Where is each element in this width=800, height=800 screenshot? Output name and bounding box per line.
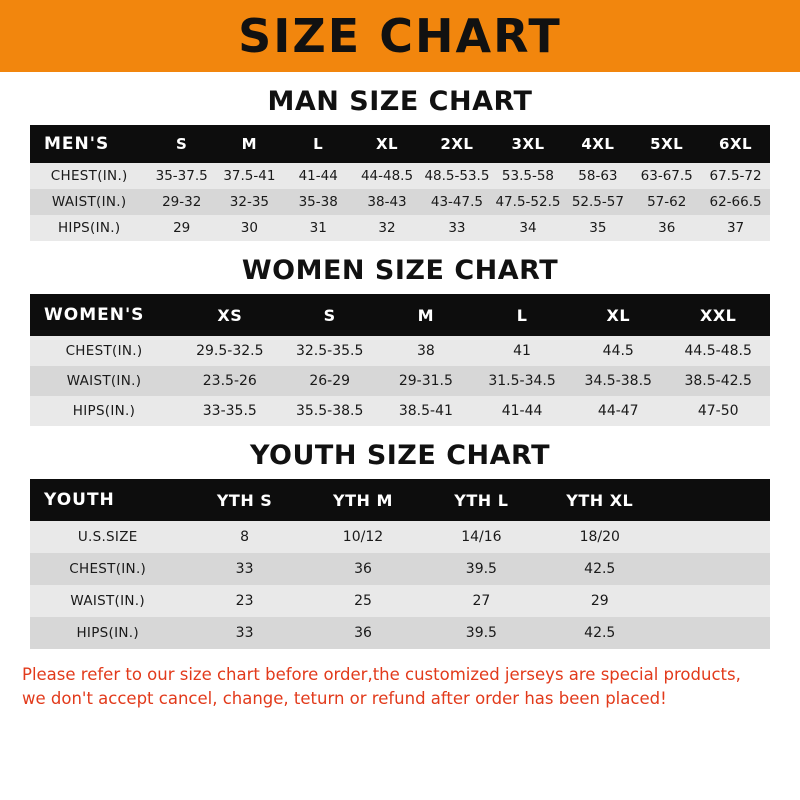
table-row [30,617,770,649]
women-hips-l: 41-44 [501,403,543,419]
men-hips-6xl: 37 [726,220,745,236]
youth-waist-s: 23 [235,593,254,609]
men-row-hips-label: HIPS(IN.) [57,220,121,236]
table-wrap-youth [30,479,770,649]
youth-ussize-m: 10/12 [342,529,384,545]
table-header-row [30,294,770,336]
youth-hips-xl: 42.5 [584,625,616,641]
women-hips-xxl: 47-50 [697,403,739,419]
women-chest-l: 41 [513,343,531,359]
men-hips-l: 31 [309,220,327,236]
women-waist-xxl: 38.5-42.5 [684,373,752,389]
men-chest-5xl: 63-67.5 [640,168,693,184]
table-wrap-women [30,294,770,426]
men-hips-4xl: 35 [589,220,607,236]
section-title-man: MAN SIZE CHART [267,86,533,117]
women-header-xxl: XXL [699,305,737,325]
men-header-5xl: 5XL [650,135,684,153]
youth-row-waist-label: WAIST(IN.) [70,593,145,609]
women-row-waist-label: WAIST(IN.) [66,373,142,389]
men-waist-2xl: 43-47.5 [430,194,483,210]
table-row [30,336,770,366]
youth-table-body [30,521,770,649]
women-header-label: WOMEN'S [44,305,145,325]
women-size-table [30,294,770,426]
youth-row-ussize-label: U.S.SIZE [77,529,138,545]
men-header-label: MEN'S [44,134,110,154]
youth-waist-blank [659,585,770,617]
women-waist-xs: 23.5-26 [202,373,257,389]
youth-header-l: YTH L [454,490,509,510]
youth-chest-blank [659,553,770,585]
men-hips-xl: 32 [378,220,396,236]
men-header-m: M [241,135,258,153]
women-waist-xl: 34.5-38.5 [584,373,652,389]
table-header-row [30,479,770,521]
header-banner [0,0,800,72]
section-title-youth: YOUTH SIZE CHART [249,440,551,471]
youth-size-table [30,479,770,649]
youth-chest-m: 36 [354,561,372,577]
youth-chest-s: 33 [235,561,254,577]
women-header-xs: XS [217,305,243,325]
men-chest-3xl: 53.5-58 [501,168,555,184]
women-header-s: S [323,305,336,325]
policy-note [22,663,778,711]
men-hips-5xl: 36 [658,220,676,236]
women-chest-xxl: 44.5-48.5 [684,343,752,359]
youth-row-chest-label: CHEST(IN.) [69,561,147,577]
table-row [30,366,770,396]
men-size-table [30,125,770,241]
men-header-6xl: 6XL [719,135,753,153]
table-header-row [30,125,770,163]
men-table-body [30,163,770,241]
youth-hips-blank [659,617,770,649]
women-waist-m: 29-31.5 [398,373,453,389]
men-chest-m: 37.5-41 [223,168,276,184]
men-waist-xl: 38-43 [367,194,407,210]
men-row-waist-label: WAIST(IN.) [51,194,127,210]
youth-waist-l: 27 [472,593,491,609]
men-header-xl: XL [375,135,399,153]
table-row [30,521,770,553]
table-row [30,585,770,617]
youth-ussize-xl: 18/20 [579,529,620,545]
table-row [30,189,770,215]
men-header-3xl: 3XL [511,135,545,153]
policy-note-line-2: we don't accept cancel, change, teturn or refund after order has been placed! [22,688,667,708]
policy-note-line-1: Please refer to our size chart before order,the customized jerseys are special products, [22,665,741,684]
youth-header-m: YTH M [333,490,393,510]
women-row-hips-label: HIPS(IN.) [72,403,136,419]
table-wrap-man [30,125,770,241]
table-row [30,163,770,189]
youth-hips-s: 33 [235,625,254,641]
men-row-chest-label: CHEST(IN.) [50,168,128,184]
youth-ussize-s: 8 [240,529,250,545]
youth-header-label: YOUTH [44,490,115,510]
women-row-chest-label: CHEST(IN.) [65,343,143,359]
men-hips-3xl: 34 [519,220,537,236]
youth-header-s: YTH S [216,490,273,510]
youth-ussize-blank [659,521,770,553]
table-row [30,553,770,585]
men-waist-5xl: 57-62 [647,194,687,210]
men-chest-s: 35-37.5 [155,168,208,184]
youth-waist-m: 25 [354,593,372,609]
men-hips-s: 29 [173,220,191,236]
men-waist-m: 32-35 [229,194,269,210]
men-header-s: S [176,135,188,153]
women-hips-m: 38.5-41 [398,403,453,419]
men-hips-2xl: 33 [448,220,466,236]
men-waist-6xl: 62-66.5 [709,194,762,210]
women-chest-s: 32.5-35.5 [295,343,364,359]
men-header-4xl: 4XL [581,135,615,153]
women-hips-s: 35.5-38.5 [295,403,364,419]
women-header-l: L [516,305,528,325]
men-header-l: L [313,135,324,153]
men-waist-4xl: 52.5-57 [571,194,624,210]
men-chest-4xl: 58-63 [578,168,618,184]
men-hips-m: 30 [240,220,258,236]
table-row [30,215,770,241]
youth-row-hips-label: HIPS(IN.) [76,625,139,641]
women-header-m: M [417,305,435,325]
women-chest-xs: 29.5-32.5 [196,343,264,359]
table-row [30,396,770,426]
youth-header-blank [659,479,770,521]
men-chest-xl: 44-48.5 [360,168,414,184]
youth-table-head [30,479,770,521]
women-header-xl: XL [606,305,631,325]
men-chest-l: 41-44 [298,168,338,184]
youth-ussize-l: 14/16 [461,529,502,545]
men-table-head [30,125,770,163]
women-table-head [30,294,770,336]
men-waist-l: 35-38 [298,194,338,210]
section-title-women: WOMEN SIZE CHART [241,255,559,286]
men-waist-s: 29-32 [162,194,202,210]
women-chest-xl: 44.5 [602,343,634,359]
men-chest-6xl: 67.5-72 [709,168,762,184]
women-hips-xl: 44-47 [597,403,639,419]
youth-chest-l: 39.5 [465,561,497,577]
youth-waist-xl: 29 [590,593,609,609]
men-chest-2xl: 48.5-53.5 [424,168,490,184]
women-chest-m: 38 [416,343,435,359]
men-waist-3xl: 47.5-52.5 [495,194,561,210]
youth-hips-l: 39.5 [465,625,497,641]
youth-chest-xl: 42.5 [584,561,616,577]
women-waist-l: 31.5-34.5 [488,373,556,389]
men-header-2xl: 2XL [440,135,474,153]
youth-hips-m: 36 [354,625,372,641]
women-hips-xs: 33-35.5 [202,403,257,419]
youth-header-xl: YTH XL [566,490,634,510]
page-title: SIZE CHART [238,9,562,63]
women-waist-s: 26-29 [309,373,351,389]
women-table-body [30,336,770,426]
